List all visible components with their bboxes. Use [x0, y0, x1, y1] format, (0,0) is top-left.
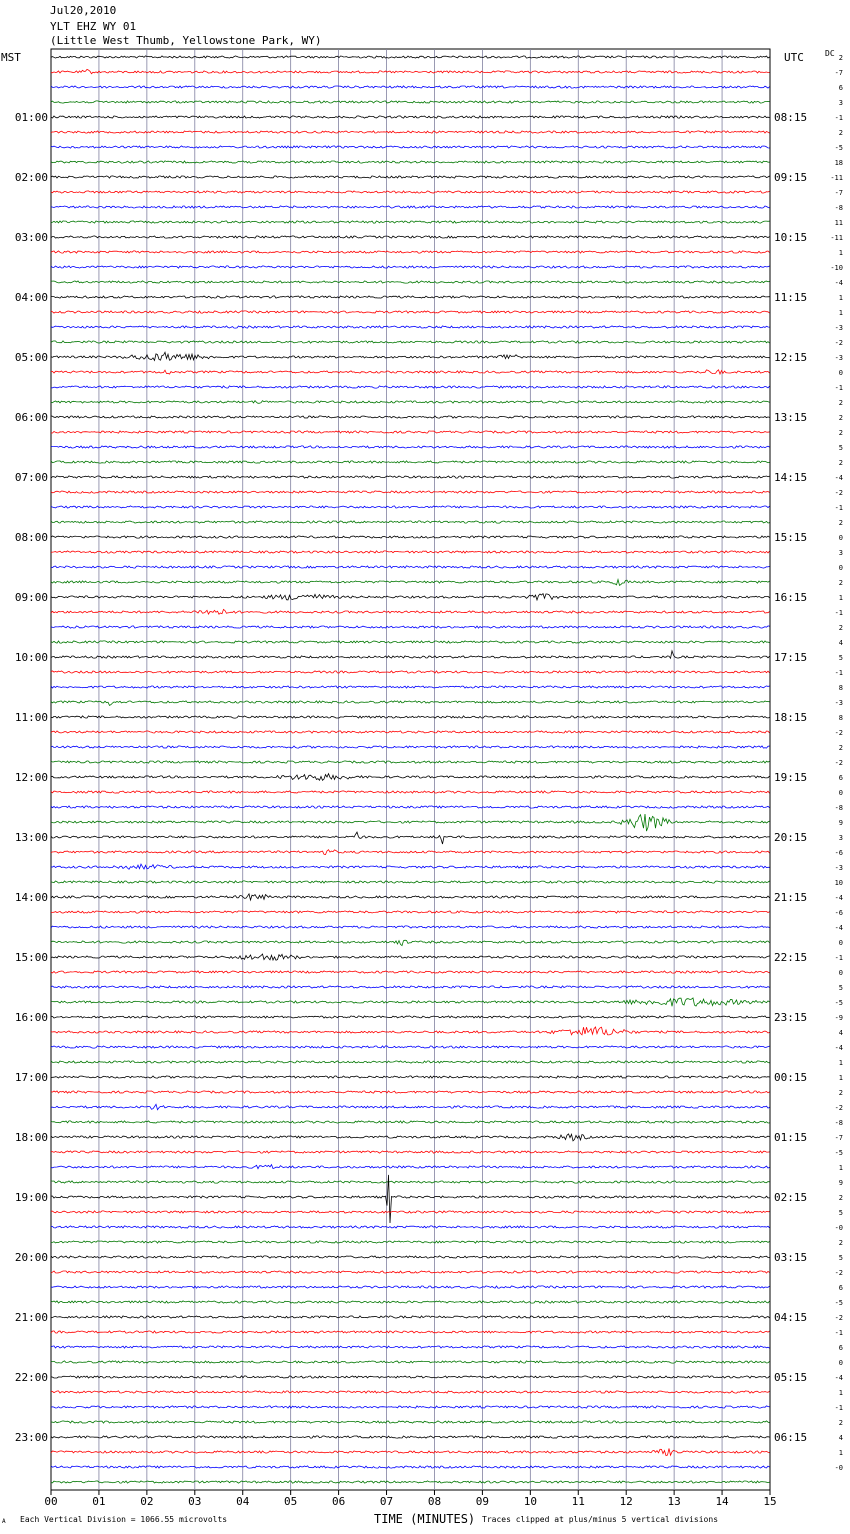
- dc-offset-label: 2: [838, 1419, 843, 1427]
- trace-line: [51, 506, 770, 508]
- trace-line: [51, 266, 770, 268]
- x-axis-title: TIME (MINUTES): [374, 1512, 476, 1526]
- trace-line: [51, 594, 770, 600]
- dc-offset-label: -2: [834, 729, 843, 737]
- trace-line: [51, 251, 770, 253]
- right-time-label: 16:15: [774, 591, 808, 604]
- trace-line: [51, 1121, 770, 1123]
- trace-line: [51, 176, 770, 178]
- trace-line: [51, 1406, 770, 1408]
- dc-offset-label: -4: [834, 894, 843, 902]
- dc-offset-label: 1: [838, 294, 843, 302]
- x-tick-label: 12: [619, 1495, 633, 1508]
- trace-line: [51, 281, 770, 283]
- right-time-label: 05:15: [774, 1371, 808, 1384]
- trace-line: [51, 1331, 770, 1333]
- left-time-label: 22:00: [14, 1371, 48, 1384]
- dc-offset-label: 2: [838, 1194, 843, 1202]
- dc-offset-label: 6: [838, 84, 843, 92]
- trace-line: [51, 1436, 770, 1438]
- dc-offset-label: -5: [834, 999, 843, 1007]
- dc-offset-label: -4: [834, 474, 843, 482]
- dc-offset-label: 5: [838, 1209, 843, 1217]
- trace-line: [51, 191, 770, 193]
- trace-line: [51, 1301, 770, 1303]
- dc-offset-label: 3: [838, 549, 843, 557]
- trace-line: [51, 986, 770, 988]
- trace-line: [51, 609, 770, 614]
- trace-line: [51, 954, 770, 960]
- dc-offset-label: -1: [834, 504, 843, 512]
- dc-offset-label: 2: [838, 1239, 843, 1247]
- dc-offset-label: -2: [834, 489, 843, 497]
- trace-line: [51, 1449, 770, 1456]
- dc-offset-label: 2: [838, 1089, 843, 1097]
- x-tick-label: 09: [475, 1495, 490, 1508]
- trace-line: [51, 1271, 770, 1273]
- trace-line: [51, 791, 770, 793]
- trace-line: [51, 341, 770, 343]
- dc-offset-label: -11: [830, 234, 843, 242]
- left-time-label: 17:00: [14, 1071, 48, 1084]
- x-tick-label: 04: [236, 1495, 250, 1508]
- dc-offset-label: 2: [838, 399, 843, 407]
- right-time-label: 19:15: [774, 771, 808, 784]
- plot-frame: [51, 49, 770, 1490]
- dc-offset-label: 5: [838, 984, 843, 992]
- right-time-label: 01:15: [774, 1131, 808, 1144]
- traces: [51, 56, 770, 1483]
- right-axis-label: UTC: [784, 51, 804, 64]
- right-time-label: 06:15: [774, 1431, 808, 1444]
- x-tick-label: 03: [188, 1495, 202, 1508]
- trace-line: [51, 641, 770, 643]
- dc-offset-label: 0: [838, 564, 843, 572]
- dc-offset-label: 1: [838, 309, 843, 317]
- trace-line: [51, 864, 770, 869]
- trace-line: [51, 998, 770, 1006]
- trace-line: [51, 1466, 770, 1468]
- trace-line: [51, 311, 770, 313]
- dc-offset-label: -7: [834, 189, 843, 197]
- trace-line: [51, 401, 770, 404]
- left-time-label: 19:00: [14, 1191, 48, 1204]
- right-time-label: 11:15: [774, 291, 808, 304]
- trace-line: [51, 1256, 770, 1258]
- right-time-label: 02:15: [774, 1191, 808, 1204]
- x-tick-label: 08: [427, 1495, 442, 1508]
- dc-offset-label: -0: [834, 1224, 843, 1232]
- dc-offset-label: 1: [838, 1449, 843, 1457]
- trace-line: [51, 1076, 770, 1078]
- dc-offset-label: -4: [834, 1044, 843, 1052]
- trace-line: [51, 131, 770, 133]
- trace-line: [51, 221, 770, 223]
- trace-line: [51, 761, 770, 763]
- left-axis-label: MST: [1, 51, 21, 64]
- trace-line: [51, 161, 770, 163]
- trace-line: [51, 1361, 770, 1363]
- dc-offset-label: -5: [834, 144, 843, 152]
- trace-line: [51, 580, 770, 586]
- dc-offset-label: 2: [838, 624, 843, 632]
- trace-line: [51, 566, 770, 568]
- dc-offset-label: 2: [838, 414, 843, 422]
- trace-line: [51, 296, 770, 298]
- trace-line: [51, 1316, 770, 1318]
- dc-offset-label: 0: [838, 534, 843, 542]
- dc-offset-label: 8: [838, 714, 843, 722]
- dc-offset-label: -3: [834, 324, 843, 332]
- dc-offset-label: -1: [834, 1329, 843, 1337]
- trace-line: [51, 940, 770, 945]
- dc-offset-label: 8: [838, 684, 843, 692]
- x-tick-label: 10: [523, 1495, 537, 1508]
- dc-offset-label: -1: [834, 954, 843, 962]
- x-tick-label: 15: [763, 1495, 777, 1508]
- left-time-label: 04:00: [14, 291, 48, 304]
- dc-offset-label: -1: [834, 384, 843, 392]
- right-time-label: 23:15: [774, 1011, 808, 1024]
- dc-offset-label: -3: [834, 354, 843, 362]
- trace-line: [51, 446, 770, 448]
- dc-offset-label: 2: [838, 519, 843, 527]
- dc-offset-label: 4: [838, 1434, 843, 1442]
- dc-offset-label: 2: [838, 459, 843, 467]
- right-time-label: 20:15: [774, 831, 808, 844]
- trace-line: [51, 1286, 770, 1288]
- trace-line: [51, 1016, 770, 1018]
- left-time-label: 10:00: [14, 651, 48, 664]
- x-tick-label: 02: [140, 1495, 154, 1508]
- right-time-label: 12:15: [774, 351, 808, 364]
- trace-line: [51, 56, 770, 58]
- left-time-label: 07:00: [14, 471, 48, 484]
- x-tick-label: 01: [92, 1495, 106, 1508]
- trace-line: [51, 894, 770, 900]
- dc-offset-label: -9: [834, 1014, 843, 1022]
- trace-line: [51, 551, 770, 553]
- trace-line: [51, 971, 770, 973]
- left-time-label: 02:00: [14, 171, 48, 184]
- trace-line: [51, 476, 770, 478]
- trace-line: [51, 1134, 770, 1141]
- dc-offset-label: 4: [838, 1029, 843, 1037]
- dc-offset-label: 0: [838, 939, 843, 947]
- left-time-label: 15:00: [14, 951, 48, 964]
- dc-offset-label: -11: [830, 174, 843, 182]
- trace-line: [51, 86, 770, 88]
- right-time-label: 15:15: [774, 531, 808, 544]
- dc-offset-label: 11: [834, 219, 843, 227]
- trace-line: [51, 686, 770, 688]
- right-time-label: 08:15: [774, 111, 808, 124]
- right-time-label: 17:15: [774, 651, 808, 664]
- left-time-label: 01:00: [14, 111, 48, 124]
- trace-line: [51, 1421, 770, 1423]
- x-tick-label: 07: [379, 1495, 394, 1508]
- dc-offset-label: -1: [834, 669, 843, 677]
- dc-offset-label: -6: [834, 849, 843, 857]
- dc-offset-label: 3: [838, 99, 843, 107]
- trace-line: [51, 746, 770, 748]
- trace-line: [51, 1376, 770, 1378]
- dc-offset-label: -4: [834, 1374, 843, 1382]
- footer-left-mark: A: [2, 1518, 6, 1525]
- right-time-label: 21:15: [774, 891, 808, 904]
- dc-offset-label: 5: [838, 1254, 843, 1262]
- dc-offset-label: 5: [838, 444, 843, 452]
- x-tick-label: 13: [667, 1495, 681, 1508]
- left-time-label: 09:00: [14, 591, 48, 604]
- dc-offset-label: 4: [838, 639, 843, 647]
- dc-offset-label: -7: [834, 69, 843, 77]
- trace-line: [51, 881, 770, 883]
- trace-line: [51, 651, 770, 658]
- dc-offset-label: 0: [838, 969, 843, 977]
- right-time-label: 03:15: [774, 1251, 808, 1264]
- left-time-label: 06:00: [14, 411, 48, 424]
- dc-offset-label: 3: [838, 834, 843, 842]
- left-time-label: 05:00: [14, 351, 48, 364]
- dc-offset-label: 1: [838, 1389, 843, 1397]
- left-time-label: 20:00: [14, 1251, 48, 1264]
- dc-offset-label: -6: [834, 909, 843, 917]
- right-time-label: 09:15: [774, 171, 808, 184]
- left-time-label: 13:00: [14, 831, 48, 844]
- right-time-label: 00:15: [774, 1071, 808, 1084]
- dc-offset-label: 1: [838, 1074, 843, 1082]
- dc-offset-label: -1: [834, 114, 843, 122]
- trace-line: [51, 416, 770, 418]
- left-time-label: 14:00: [14, 891, 48, 904]
- chart-location: (Little West Thumb, Yellowstone Park, WY): [50, 34, 322, 47]
- dc-offset-label: -2: [834, 1269, 843, 1277]
- dc-offset-label: 2: [838, 744, 843, 752]
- dc-offset-label: -8: [834, 804, 843, 812]
- dc-offset-label: -2: [834, 1104, 843, 1112]
- dc-offset-label: 0: [838, 789, 843, 797]
- trace-line: [51, 926, 770, 928]
- dc-offset-label: 2: [838, 429, 843, 437]
- chart-date: Jul20,2010: [50, 4, 117, 17]
- dc-offset-label: -8: [834, 1119, 843, 1127]
- dc-offset-label: 2: [838, 129, 843, 137]
- dc-offset-label: 5: [838, 654, 843, 662]
- trace-line: [51, 1165, 770, 1169]
- trace-line: [51, 1211, 770, 1213]
- trace-line: [51, 1391, 770, 1393]
- dc-offset-label: 1: [838, 1164, 843, 1172]
- dc-offset-label: 18: [834, 159, 843, 167]
- trace-line: [51, 1091, 770, 1093]
- right-time-label: 18:15: [774, 711, 808, 724]
- trace-line: [51, 1151, 770, 1153]
- trace-line: [51, 716, 770, 718]
- trace-line: [51, 850, 770, 855]
- trace-line: [51, 1241, 770, 1243]
- trace-line: [51, 206, 770, 208]
- dc-offset-label: 1: [838, 249, 843, 257]
- dc-offset-label: -1: [834, 1404, 843, 1412]
- trace-line: [51, 701, 770, 706]
- dc-offset-label: -2: [834, 1314, 843, 1322]
- left-time-label: 21:00: [14, 1311, 48, 1324]
- dc-offset-label: -10: [830, 264, 843, 272]
- x-tick-label: 00: [44, 1495, 58, 1508]
- trace-line: [51, 326, 770, 328]
- trace-line: [51, 1046, 770, 1048]
- scale-note: Each Vertical Division = 1066.55 microvolts: [20, 1515, 228, 1524]
- dc-offset-label: -3: [834, 699, 843, 707]
- trace-line: [51, 69, 770, 73]
- trace-line: [51, 386, 770, 388]
- dc-offset-label: -5: [834, 1299, 843, 1307]
- dc-offset-label: 0: [838, 369, 843, 377]
- dc-offset-label: 0: [838, 1359, 843, 1367]
- trace-line: [51, 116, 770, 118]
- trace-line: [51, 1027, 770, 1035]
- trace-line: [51, 1226, 770, 1228]
- dc-offset-label: 6: [838, 774, 843, 782]
- left-time-label: 16:00: [14, 1011, 48, 1024]
- axis-labels: [15, 54, 843, 1508]
- x-tick-label: 06: [331, 1495, 346, 1508]
- trace-line: [51, 521, 770, 523]
- trace-line: [51, 370, 770, 374]
- trace-line: [51, 806, 770, 808]
- dc-offset-label: 10: [834, 879, 843, 887]
- trace-line: [51, 536, 770, 538]
- dc-offset-label: 2: [838, 579, 843, 587]
- trace-line: [51, 1346, 770, 1348]
- dc-offset-label: 9: [838, 819, 843, 827]
- right-time-label: 13:15: [774, 411, 808, 424]
- trace-line: [51, 236, 770, 238]
- dc-offset-label: -1: [834, 609, 843, 617]
- trace-line: [51, 774, 770, 781]
- trace-line: [51, 1481, 770, 1483]
- dc-offset-label: -8: [834, 204, 843, 212]
- left-time-label: 03:00: [14, 231, 48, 244]
- left-time-label: 18:00: [14, 1131, 48, 1144]
- chart-station: YLT EHZ WY 01: [50, 20, 137, 33]
- trace-line: [51, 461, 770, 463]
- right-time-label: 14:15: [774, 471, 808, 484]
- trace-line: [51, 832, 770, 844]
- dc-offset-label: -2: [834, 339, 843, 347]
- trace-line: [51, 671, 770, 673]
- right-time-label: 04:15: [774, 1311, 808, 1324]
- x-tick-label: 14: [715, 1495, 729, 1508]
- right-time-label: 10:15: [774, 231, 808, 244]
- trace-line: [51, 491, 770, 493]
- dc-offset-label: 1: [838, 594, 843, 602]
- dc-offset-label: -5: [834, 1149, 843, 1157]
- left-time-label: 23:00: [14, 1431, 48, 1444]
- trace-line: [51, 626, 770, 628]
- trace-line: [51, 352, 770, 360]
- left-time-label: 11:00: [14, 711, 48, 724]
- dc-offset-label: -4: [834, 279, 843, 287]
- dc-offset-label: 6: [838, 1344, 843, 1352]
- dc-offset-label: -4: [834, 924, 843, 932]
- trace-line: [51, 814, 770, 831]
- dc-offset-label: -7: [834, 1134, 843, 1142]
- left-time-label: 12:00: [14, 771, 48, 784]
- trace-line: [51, 431, 770, 433]
- x-tick-label: 05: [284, 1495, 298, 1508]
- trace-line: [51, 146, 770, 148]
- dc-label: DC: [825, 49, 835, 58]
- x-tick-label: 11: [571, 1495, 585, 1508]
- dc-offset-label: 9: [838, 1179, 843, 1187]
- trace-line: [51, 1061, 770, 1063]
- dc-offset-label: -2: [834, 759, 843, 767]
- dc-offset-label: -0: [834, 1464, 843, 1472]
- dc-offset-label: 2: [838, 54, 843, 62]
- left-time-label: 08:00: [14, 531, 48, 544]
- clip-note: Traces clipped at plus/minus 5 vertical divisions: [482, 1515, 719, 1524]
- dc-offset-label: 1: [838, 1059, 843, 1067]
- trace-line: [51, 1104, 770, 1109]
- trace-line: [51, 911, 770, 913]
- trace-line: [51, 1181, 770, 1183]
- right-time-label: 22:15: [774, 951, 808, 964]
- trace-line: [51, 731, 770, 733]
- trace-line: [51, 101, 770, 103]
- dc-offset-label: -3: [834, 864, 843, 872]
- dc-offset-label: 6: [838, 1284, 843, 1292]
